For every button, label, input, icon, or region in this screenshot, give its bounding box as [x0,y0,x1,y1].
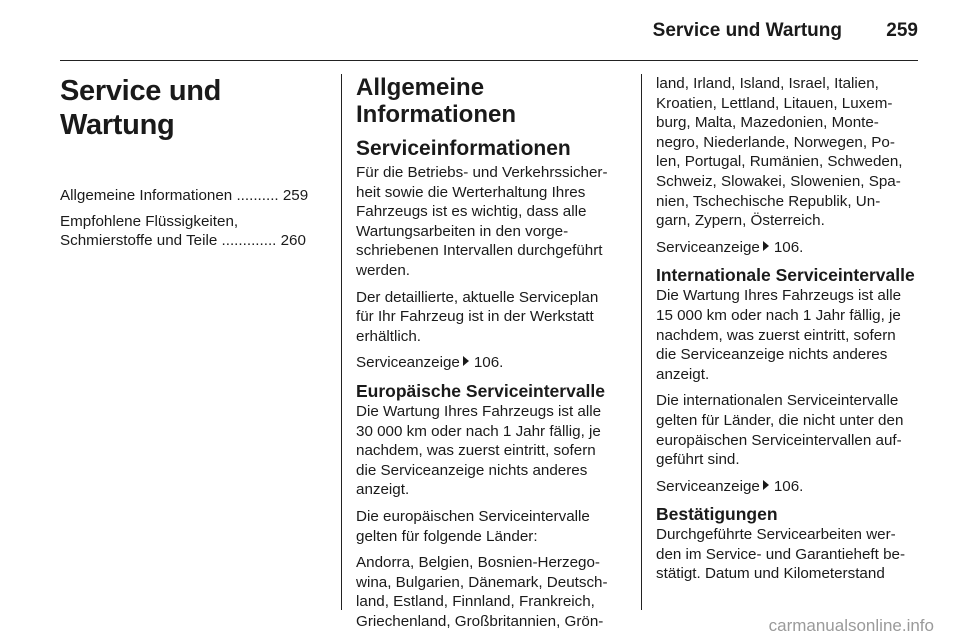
subsection-heading-europaeische-serviceintervalle: Europäische Serviceintervalle [356,380,606,401]
page-number: 259 [886,20,918,41]
cross-reference[interactable] [656,477,936,497]
subsection-heading-internationale-serviceintervalle: Internationale Serviceintervalle [656,265,915,286]
ref-page: 106. [473,354,504,372]
content-column-1 [356,74,628,638]
ref-label: Serviceanzeige [656,477,760,495]
paragraph: Die Wartung Ihres Fahrzeugs ist alle 30 000 km oder nach 1 Jahr fällig, je nachdem, was zuerst eintritt, sofern die Serviceanzeige nichts anderes anzeigt. [356,402,602,499]
chapter-title: Service und Wartung [60,75,222,141]
arrow-right-icon [763,241,769,251]
subsection-heading-bestaetigungen: Bestätigungen [656,504,778,525]
country-list: Andorra, Belgien, Bosnien-Herzego- wina, Bulgarien, Dänemark, Deutsch- land, Estland, Finnland, Frankreich, Griechenland, Großbritannien, Grön- [356,554,608,630]
arrow-right-icon [763,480,769,490]
country-list-continued: land, Irland, Island, Israel, Italien, Kroatien, Lettland, Litauen, Luxem- burg, Malta, Mazedonien, Monte- negro, Niederlande, Norwegen, Po- len, Portugal, Rumänien, Schweden, Schweiz, Slowakei, Slowenien, Spa- nien, Tschechische Republik, Un- garn, Zypern, Österreich. [656,75,903,230]
column-divider-1 [341,74,342,610]
toc-entry-fluessigkeiten[interactable]: Empfohlene Flüssigkeiten, Schmierstoffe und Teile ............. 260 [60,212,306,250]
ref-label: Serviceanzeige [656,238,760,256]
ref-label: Serviceanzeige [356,354,460,372]
cross-reference[interactable] [356,353,628,373]
paragraph: Die europäischen Serviceintervalle gelten für folgende Länder: [356,507,590,545]
ref-page: 106. [773,238,804,256]
header-divider [60,60,918,61]
toc-entry-allgemeine-informationen[interactable]: Allgemeine Informationen .......... 259 [60,187,309,204]
paragraph: Für die Betriebs- und Verkehrssicher- heit sowie die Werterhaltung Ihres Fahrzeugs ist es wichtig, dass alle Wartungsarbeiten in den vorge- schriebenen Intervallen durchgeführt werden. [356,164,608,279]
paragraph: Die Wartung Ihres Fahrzeugs ist alle 15 000 km oder nach 1 Jahr fällig, je nachdem, was zuerst eintritt, sofern die Serviceanzeige nichts anderes anzeigt. [656,287,902,383]
paragraph: Der detaillierte, aktuelle Serviceplan für Ihr Fahrzeug ist in der Werkstatt erhältlich. [356,288,599,345]
subsection-heading-serviceinformationen: Serviceinformationen [356,137,571,160]
ref-page: 106. [773,477,804,495]
paragraph: Die internationalen Serviceintervalle gelten für Länder, die nicht unter den europäischen Serviceintervallen auf- geführt sind. [656,392,904,469]
section-heading-allgemeine-informationen: Allgemeine Informationen [356,74,516,128]
arrow-right-icon [463,356,469,366]
column-divider-2 [641,74,642,610]
cross-reference[interactable] [656,238,936,258]
content-column-2 [656,74,936,591]
watermark: carmanualsonline.info [768,616,934,635]
paragraph: Durchgeführte Servicearbeiten wer- den im Service- und Garantieheft be- stätigt. Datum und Kilometerstand [656,526,906,583]
header-title: Service und Wartung [652,20,842,41]
toc-column [60,74,328,257]
